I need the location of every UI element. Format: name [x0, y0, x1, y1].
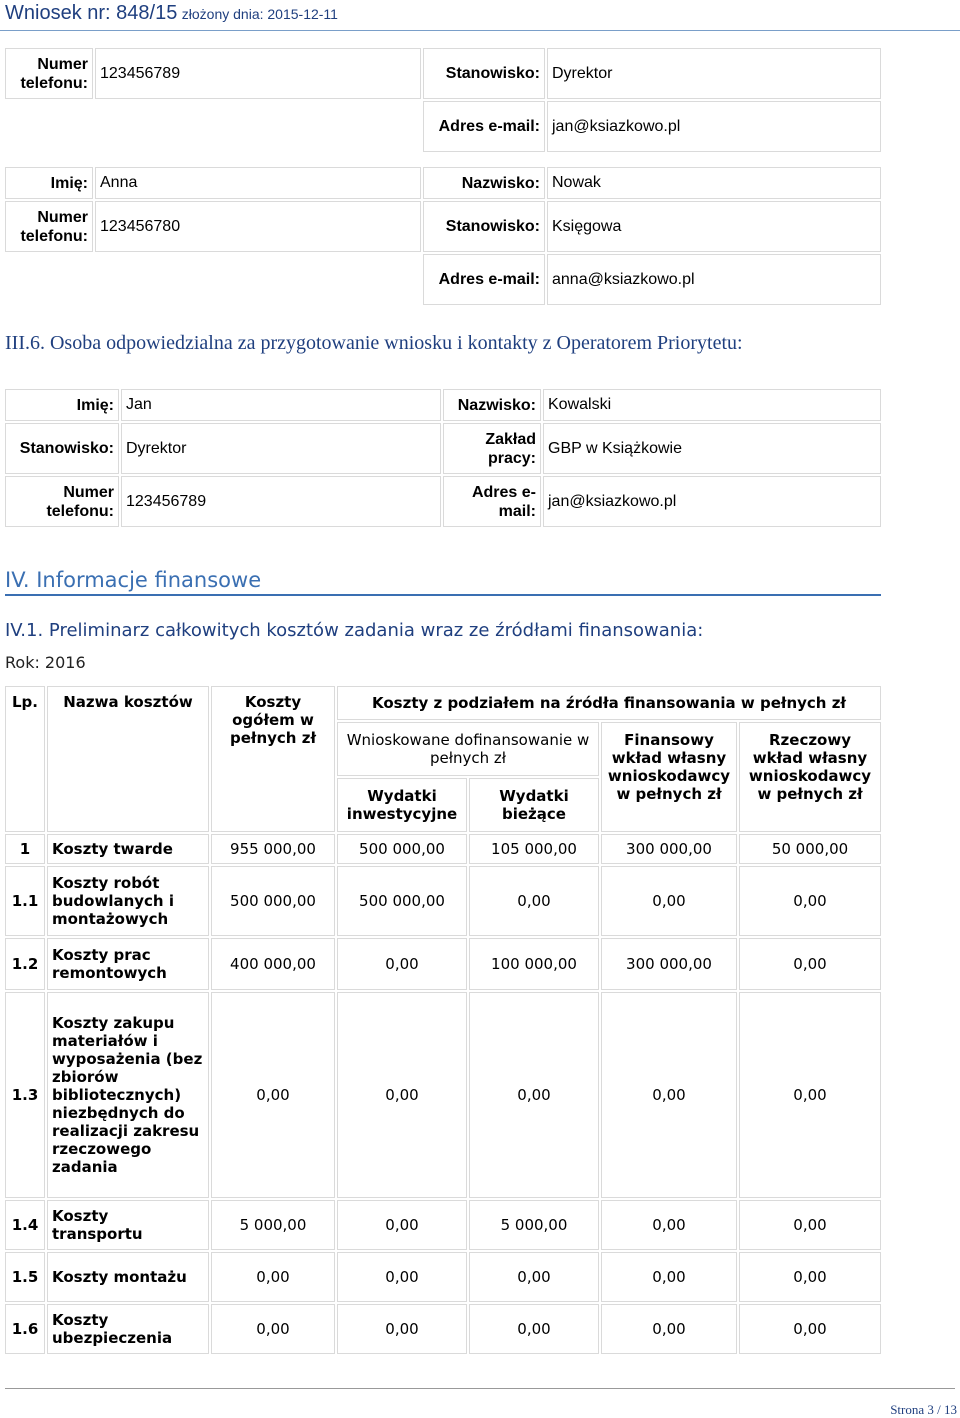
budget-table	[3, 684, 883, 1356]
section-iv1-title: IV.1. Preliminarz całkowitych kosztów zadania wraz ze źródłami finansowania:	[5, 620, 704, 641]
row-name: Koszty twarde	[47, 834, 209, 864]
first-name-label: Imię:	[5, 389, 119, 421]
last-name-label: Nazwisko:	[443, 389, 541, 421]
row-own-material: 0,00	[739, 992, 881, 1198]
row-own-material: 50 000,00	[739, 834, 881, 864]
position-label: Stanowisko:	[423, 201, 545, 252]
empty-cell	[95, 101, 421, 152]
row-investment: 0,00	[337, 1252, 467, 1302]
row-total: 0,00	[211, 992, 335, 1198]
row-lp: 1.4	[5, 1200, 45, 1250]
row-own-financial: 0,00	[601, 1304, 737, 1354]
row-current: 5 000,00	[469, 1200, 599, 1250]
position-label: Stanowisko:	[423, 48, 545, 99]
row-own-financial: 0,00	[601, 992, 737, 1198]
first-name-value: Anna	[95, 167, 421, 199]
contact-table-2	[3, 165, 883, 307]
row-own-material: 0,00	[739, 866, 881, 936]
phone-label: Numer telefonu:	[5, 48, 93, 99]
row-name: Koszty robót budowlanych i montażowych	[47, 866, 209, 936]
row-current: 0,00	[469, 866, 599, 936]
empty-cell	[5, 101, 93, 152]
email-label: Adres e-mail:	[443, 476, 541, 527]
table-row	[5, 938, 881, 990]
row-investment: 0,00	[337, 1200, 467, 1250]
row-investment: 500 000,00	[337, 834, 467, 864]
row-total: 400 000,00	[211, 938, 335, 990]
row-lp: 1	[5, 834, 45, 864]
phone-value: 123456789	[95, 48, 421, 99]
header-total: Koszty ogółem w pełnych zł	[211, 686, 335, 832]
footer-divider	[5, 1388, 955, 1389]
header-lp: Lp.	[5, 686, 45, 832]
row-name: Koszty prac remontowych	[47, 938, 209, 990]
row-own-financial: 0,00	[601, 1200, 737, 1250]
header-investment: Wydatki inwestycyjne	[337, 778, 467, 832]
row-own-financial: 300 000,00	[601, 834, 737, 864]
row-own-material: 0,00	[739, 1252, 881, 1302]
header-requested: Wnioskowane dofinansowanie w pełnych zł	[337, 722, 599, 776]
row-name: Koszty ubezpieczenia	[47, 1304, 209, 1354]
row-total: 0,00	[211, 1304, 335, 1354]
row-current: 100 000,00	[469, 938, 599, 990]
workplace-value: GBP w Książkowie	[543, 423, 881, 474]
position-value: Księgowa	[547, 201, 881, 252]
empty-cell	[95, 254, 421, 305]
row-lp: 1.5	[5, 1252, 45, 1302]
position-value: Dyrektor	[121, 423, 441, 474]
application-date: złożony dnia: 2015-12-11	[181, 6, 338, 22]
table-row	[5, 992, 881, 1198]
row-total: 5 000,00	[211, 1200, 335, 1250]
row-investment: 0,00	[337, 992, 467, 1198]
table-row	[5, 834, 881, 864]
row-own-financial: 0,00	[601, 1252, 737, 1302]
position-value: Dyrektor	[547, 48, 881, 99]
table-row	[5, 1200, 881, 1250]
application-title	[5, 2, 338, 25]
table-row	[5, 1304, 881, 1354]
row-name: Koszty transportu	[47, 1200, 209, 1250]
email-value: anna@ksiazkowo.pl	[547, 254, 881, 305]
first-name-value: Jan	[121, 389, 441, 421]
section-iv-title: IV. Informacje finansowe	[5, 568, 881, 596]
row-lp: 1.2	[5, 938, 45, 990]
workplace-label: Zakład pracy:	[443, 423, 541, 474]
page-footer	[0, 1388, 960, 1417]
email-value: jan@ksiazkowo.pl	[543, 476, 881, 527]
position-label: Stanowisko:	[5, 423, 119, 474]
row-own-material: 0,00	[739, 1304, 881, 1354]
responsible-person-table	[3, 387, 883, 529]
last-name-value: Kowalski	[543, 389, 881, 421]
empty-cell	[5, 254, 93, 305]
row-own-financial: 300 000,00	[601, 938, 737, 990]
budget-year: Rok: 2016	[5, 653, 86, 672]
row-lp: 1.1	[5, 866, 45, 936]
header-own-material: Rzeczowy wkład własny wnioskodawcy w pełnych zł	[739, 722, 881, 832]
row-own-material: 0,00	[739, 1200, 881, 1250]
email-label: Adres e-mail:	[423, 101, 545, 152]
row-total: 500 000,00	[211, 866, 335, 936]
last-name-value: Nowak	[547, 167, 881, 199]
row-lp: 1.6	[5, 1304, 45, 1354]
row-current: 0,00	[469, 1304, 599, 1354]
row-current: 0,00	[469, 1252, 599, 1302]
row-lp: 1.3	[5, 992, 45, 1198]
row-name: Koszty zakupu materiałów i wyposażenia (bez zbiorów bibliotecznych) niezbędnych do realizacji zakresu rzeczowego zadania	[47, 992, 209, 1198]
last-name-label: Nazwisko:	[423, 167, 545, 199]
row-investment: 0,00	[337, 938, 467, 990]
row-name: Koszty montażu	[47, 1252, 209, 1302]
header-current: Wydatki bieżące	[469, 778, 599, 832]
phone-value: 123456789	[121, 476, 441, 527]
table-row	[5, 866, 881, 936]
header-split: Koszty z podziałem na źródła finansowania w pełnych zł	[337, 686, 881, 720]
application-number: Wniosek nr: 848/15	[5, 2, 178, 24]
row-investment: 0,00	[337, 1304, 467, 1354]
email-label: Adres e-mail:	[423, 254, 545, 305]
phone-label: Numer telefonu:	[5, 201, 93, 252]
header-own-financial: Finansowy wkład własny wnioskodawcy w pełnych zł	[601, 722, 737, 832]
contact-table-1	[3, 46, 883, 154]
row-investment: 500 000,00	[337, 866, 467, 936]
section-iii6-title: III.6. Osoba odpowiedzialna za przygotowanie wniosku i kontakty z Operatorem Priorytetu:	[5, 332, 743, 354]
row-total: 955 000,00	[211, 834, 335, 864]
row-own-financial: 0,00	[601, 866, 737, 936]
row-current: 0,00	[469, 992, 599, 1198]
page-header	[0, 0, 960, 31]
email-value: jan@ksiazkowo.pl	[547, 101, 881, 152]
row-current: 105 000,00	[469, 834, 599, 864]
table-row	[5, 1252, 881, 1302]
row-own-material: 0,00	[739, 938, 881, 990]
row-total: 0,00	[211, 1252, 335, 1302]
first-name-label: Imię:	[5, 167, 93, 199]
page-number: Strona 3 / 13	[890, 1402, 957, 1417]
phone-label: Numer telefonu:	[5, 476, 119, 527]
header-name: Nazwa kosztów	[47, 686, 209, 832]
phone-value: 123456780	[95, 201, 421, 252]
